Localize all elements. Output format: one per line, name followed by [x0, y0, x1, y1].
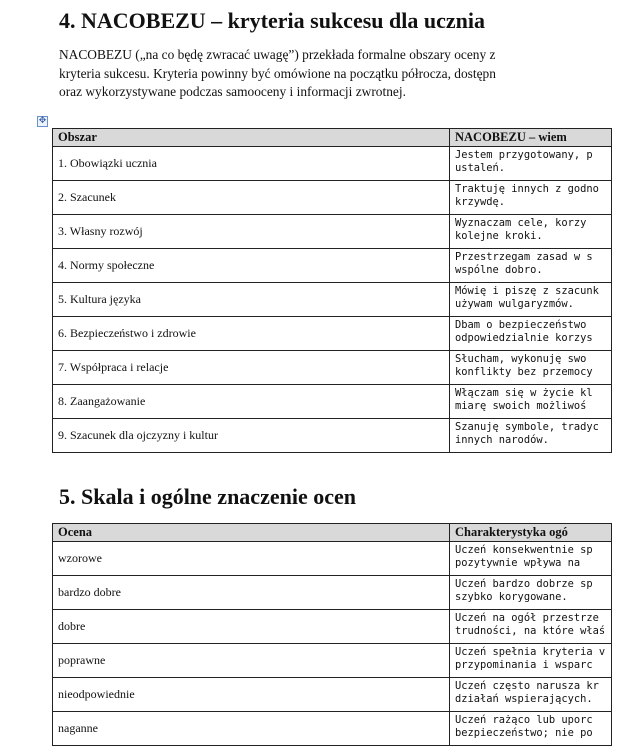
- grading-scale-table: [52, 523, 612, 746]
- description-line: Uczeń na ogół przestrze: [455, 612, 599, 624]
- table-row: [53, 385, 612, 419]
- table-row: [53, 644, 612, 678]
- table-cell-grade: nieodpowiednie: [53, 678, 450, 712]
- description-line: używam wulgaryzmów.: [455, 297, 574, 310]
- intro-line: NACOBEZU („na co będę zwracać uwagę”) przekłada formalne obszary oceny z: [59, 47, 496, 62]
- table-row: [53, 576, 612, 610]
- description-line: szybko korygowane.: [455, 590, 568, 603]
- table-cell-grade: wzorowe: [53, 542, 450, 576]
- table-cell-description: [450, 181, 612, 215]
- table-cell-area: 5. Kultura języka: [53, 283, 450, 317]
- table-cell-description: [450, 215, 612, 249]
- description-line: Wyznaczam cele, korzy: [455, 217, 587, 229]
- table-header-row: [53, 524, 612, 542]
- description-line: Uczeń spełnia kryteria v: [455, 646, 606, 658]
- table-cell-grade: bardzo dobre: [53, 576, 450, 610]
- table-cell-description: [450, 712, 612, 746]
- table-cell-description: [450, 576, 612, 610]
- table-row: [53, 351, 612, 385]
- description-line: kolejne kroki.: [455, 229, 543, 242]
- column-header-grade: Ocena: [53, 524, 450, 542]
- table-cell-area: 2. Szacunek: [53, 181, 450, 215]
- description-line: miarę swoich możliwoś: [455, 399, 587, 412]
- description-line: Włączam się w życie kl: [455, 387, 593, 399]
- description-line: bezpieczeństwo; nie po: [455, 726, 593, 739]
- table-row: [53, 147, 612, 181]
- description-line: trudności, na które właś: [455, 624, 606, 637]
- table-cell-area: 6. Bezpieczeństwo i zdrowie: [53, 317, 450, 351]
- description-line: pozytywnie wpływa na: [455, 556, 581, 569]
- description-line: Uczeń bardzo dobrze sp: [455, 578, 593, 590]
- table-cell-description: [450, 317, 612, 351]
- table-cell-area: 7. Współpraca i relacje: [53, 351, 450, 385]
- table-cell-description: [450, 147, 612, 181]
- description-line: Uczeń konsekwentnie sp: [455, 544, 593, 556]
- table-cell-description: [450, 644, 612, 678]
- table-row: [53, 610, 612, 644]
- table-cell-area: 3. Własny rozwój: [53, 215, 450, 249]
- description-line: krzywdę.: [455, 195, 506, 208]
- table-cell-description: [450, 385, 612, 419]
- intro-line: kryteria sukcesu. Kryteria powinny być omówione na początku półrocza, dostępn: [59, 65, 496, 81]
- table-row: [53, 317, 612, 351]
- description-line: Dbam o bezpieczeństwo: [455, 319, 587, 331]
- table-cell-description: [450, 249, 612, 283]
- table-header-row: [53, 129, 612, 147]
- description-line: Uczeń często narusza kr: [455, 680, 599, 692]
- table-cell-grade: naganne: [53, 712, 450, 746]
- table-cell-description: [450, 542, 612, 576]
- description-line: Przestrzegam zasad w s: [455, 251, 593, 263]
- section-4-intro: [59, 46, 619, 102]
- column-header-characteristics: Charakterystyka ogó: [450, 524, 612, 542]
- table-cell-grade: dobre: [53, 610, 450, 644]
- table-row: [53, 181, 612, 215]
- table-cell-description: [450, 419, 612, 453]
- description-line: Jestem przygotowany, p: [455, 149, 593, 161]
- table-cell-area: 1. Obowiązki ucznia: [53, 147, 450, 181]
- table-row: [53, 419, 612, 453]
- table-cell-area: 9. Szacunek dla ojczyzny i kultur: [53, 419, 450, 453]
- description-line: wspólne dobro.: [455, 263, 543, 276]
- table-cell-description: [450, 283, 612, 317]
- section-5-heading: 5. Skala i ogólne znaczenie ocen: [59, 484, 356, 509]
- table-cell-grade: poprawne: [53, 644, 450, 678]
- description-line: Traktuję innych z godno: [455, 183, 599, 195]
- table-row: [53, 249, 612, 283]
- description-line: konflikty bez przemocy: [455, 365, 593, 378]
- table-row: [53, 215, 612, 249]
- table-row: [53, 678, 612, 712]
- intro-line: oraz wykorzystywane podczas samooceny i informacji zwrotnej.: [59, 84, 406, 99]
- table-cell-description: [450, 610, 612, 644]
- section-4-heading: 4. NACOBEZU – kryteria sukcesu dla ucznia: [59, 8, 485, 33]
- description-line: innych narodów.: [455, 433, 549, 446]
- column-header-area: Obszar: [53, 129, 450, 147]
- description-line: odpowiedzialnie korzys: [455, 331, 593, 344]
- description-line: Mówię i piszę z szacunk: [455, 285, 599, 297]
- table-row: [53, 542, 612, 576]
- description-line: Szanuję symbole, tradyc: [455, 421, 599, 433]
- nacobezu-table: [52, 128, 612, 453]
- description-line: przypominania i wsparc: [455, 658, 593, 671]
- description-line: ustaleń.: [455, 161, 506, 174]
- table-cell-area: 8. Zaangażowanie: [53, 385, 450, 419]
- table-row: [53, 712, 612, 746]
- description-line: Uczeń rażąco lub uporc: [455, 714, 593, 726]
- table-cell-description: [450, 351, 612, 385]
- description-line: Słucham, wykonuję swo: [455, 353, 587, 365]
- table-cell-description: [450, 678, 612, 712]
- table-cell-area: 4. Normy społeczne: [53, 249, 450, 283]
- description-line: działań wspierających.: [455, 692, 593, 705]
- move-handle-icon[interactable]: ✥: [38, 116, 47, 126]
- column-header-nacobezu: NACOBEZU – wiem: [450, 129, 612, 147]
- table-row: [53, 283, 612, 317]
